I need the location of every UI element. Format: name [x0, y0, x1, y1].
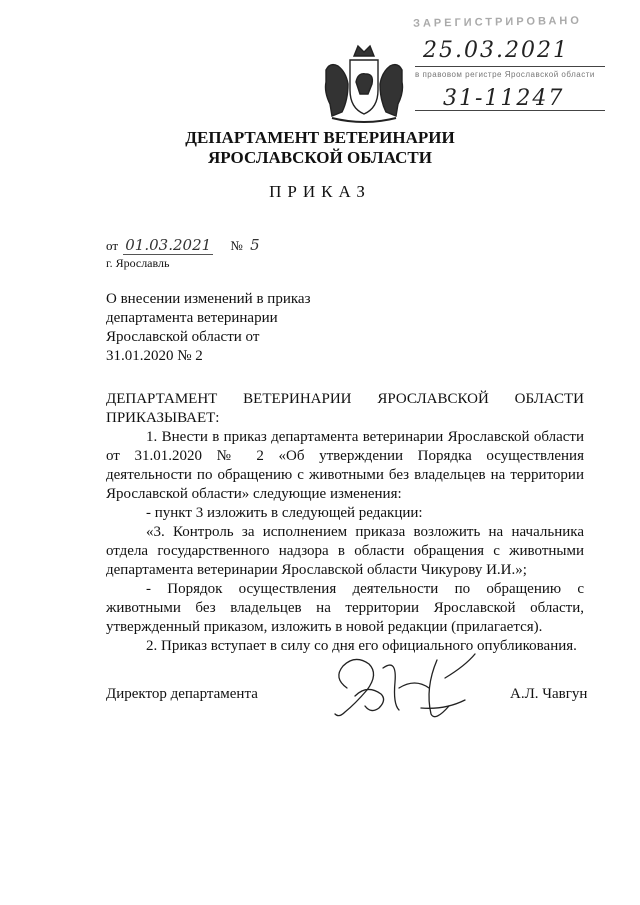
- stamp-divider: [415, 66, 605, 67]
- order-body: [106, 390, 584, 656]
- order-date: 01.03.2021: [125, 236, 212, 254]
- subject-line: 31.01.2020 № 2: [106, 348, 203, 364]
- stamp-divider-bottom: [415, 110, 605, 111]
- signatory-name: А.Л. Чавгун: [510, 686, 588, 702]
- handwritten-signature: [325, 648, 495, 728]
- stamp-header: ЗАРЕГИСТРИРОВАНО: [412, 14, 582, 30]
- registration-stamp: [403, 14, 615, 112]
- stamp-subtitle: в правовом регистре Ярославской области: [415, 70, 595, 79]
- stamp-date: 25.03.2021: [423, 38, 569, 63]
- heading-word: ДЕПАРТАМЕНТ: [106, 391, 218, 407]
- heading-word: ОБЛАСТИ: [514, 391, 584, 407]
- body-heading-line2: ПРИКАЗЫВАЕТ:: [106, 410, 220, 426]
- order-subject: [106, 290, 346, 366]
- order-date-line: [106, 236, 260, 254]
- subject-line: О внесении изменений в приказ: [106, 291, 311, 307]
- signatory-title: Директор департамента: [106, 686, 258, 702]
- order-from-label: от: [106, 238, 119, 253]
- order-number-label: №: [230, 238, 243, 253]
- coat-of-arms-icon: [318, 42, 410, 126]
- department-name-line2: ЯРОСЛАВСКОЙ ОБЛАСТИ: [208, 148, 432, 167]
- subject-line: Ярославской области от: [106, 329, 260, 345]
- paragraph-4: - Порядок осуществления деятельности по обращению с животными без владельцев на территории Ярославской области, утвержденный приказом, изложить в новой редакции (прилагается).: [106, 581, 584, 635]
- department-name-line1: ДЕПАРТАМЕНТ ВЕТЕРИНАРИИ: [185, 128, 455, 147]
- order-city: г. Ярославль: [106, 256, 170, 270]
- order-number: 5: [250, 236, 260, 254]
- subject-line: департамента ветеринарии: [106, 310, 278, 326]
- document-type: ПРИКАЗ: [269, 182, 371, 201]
- department-name: [0, 128, 640, 168]
- heading-word: ВЕТЕРИНАРИИ: [243, 391, 352, 407]
- paragraph-5: 2. Приказ вступает в силу со дня его официального опубликования.: [146, 638, 577, 654]
- paragraph-2: - пункт 3 изложить в следующей редакции:: [146, 505, 423, 521]
- paragraph-1: 1. Внести в приказ департамента ветеринарии Ярославской области от 31.01.2020 № 2 «Об утверждении Порядка осуществления деятельности по обращению с животными без владельцев на территории Ярославской области» следующие изменения:: [106, 429, 584, 502]
- stamp-number: 31-11247: [443, 86, 565, 111]
- heading-word: ЯРОСЛАВСКОЙ: [377, 391, 489, 407]
- body-heading: [106, 390, 584, 409]
- paragraph-3: «3. Контроль за исполнением приказа возложить на начальника отдела государственного надзора в области обращения с животными департамента ветеринарии Ярославской области Чикурову И.И.»;: [106, 524, 584, 578]
